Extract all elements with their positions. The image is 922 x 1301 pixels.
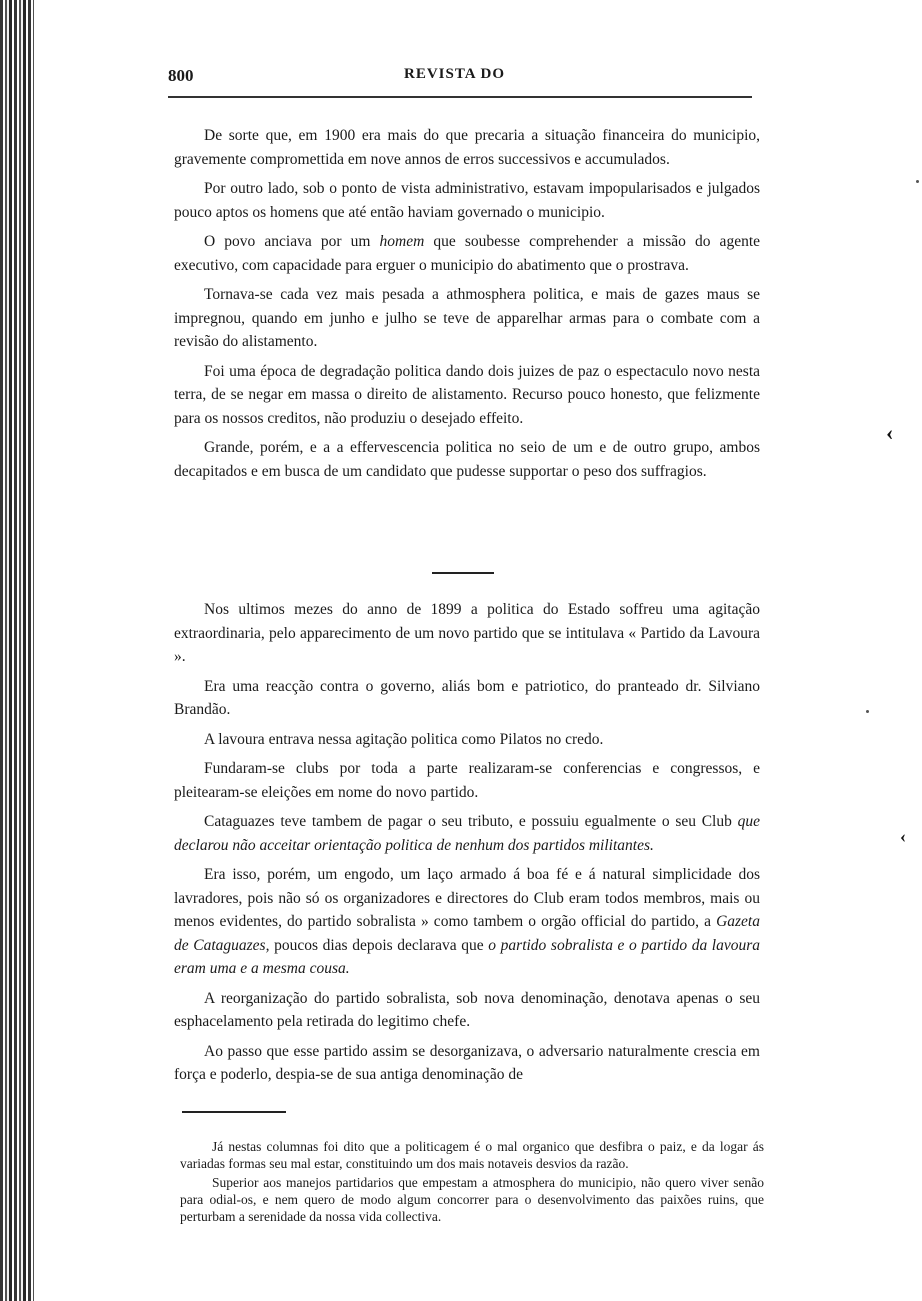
footnote-paragraph: Superior aos manejos partidarios que empestam a atmosphera do municipio, não quero viver senão para odial-os, e nem quero de modo algum concorrer para o desenvolvimento das paixões ruins, que perturbam a serenidade da nossa vida collectiva.	[180, 1175, 764, 1224]
italic-text: que declarou não acceitar orientação politica de nenhum dos partidos militantes.	[174, 813, 761, 854]
page-header	[168, 66, 752, 94]
text-run: Cataguazes teve tambem de pagar o seu tributo, e possuiu egualmente o seu Club	[204, 813, 732, 830]
section-two	[174, 598, 760, 1093]
italic-text: o partido sobralista e o partido da lavoura eram uma e a mesma cousa.	[174, 936, 761, 977]
paragraph: Por outro lado, sob o ponto de vista administrativo, estavam impopularisados e julgados pouco aptos os homens que até então haviam governado o municipio.	[174, 180, 760, 221]
section-one	[174, 124, 760, 489]
paragraph	[174, 230, 760, 277]
margin-tick-mark: ‹	[900, 826, 906, 846]
footnote-paragraph: Já nestas columnas foi dito que a politicagem é o mal organico que desfibra o paiz, e da logar ás variadas formas seu mal estar, constituindo um dos mais notaveis desvios da razão.	[180, 1139, 764, 1171]
margin-check-mark: ‹	[886, 420, 894, 445]
paragraph: A reorganização do partido sobralista, sob nova denominação, denotava apenas o seu esphacelamento pela retirada do legitimo chefe.	[174, 989, 760, 1030]
paragraph: A lavoura entrava nessa agitação politica como Pilatos no credo.	[204, 730, 604, 748]
paragraph: Ao passo que esse partido assim se desorganizava, o adversario naturalmente crescia em força e poderlo, despia-se de sua antiga denominação de	[174, 1042, 760, 1083]
text-run: que soubesse comprehender a missão do agente executivo, com capacidade para erguer o municipio do abatimento que o prostrava.	[174, 233, 761, 274]
footnote-rule	[182, 1111, 286, 1113]
paragraph: De sorte que, em 1900 era mais do que precaria a situação financeira do municipio, gravemente compromettida em nove annos de erros successivos e accumulados.	[174, 127, 760, 168]
text-run: O povo anciava por um	[204, 233, 371, 250]
running-head: REVISTA DO	[404, 66, 505, 82]
paragraph: Foi uma época de degradação politica dando dois juizes de paz o espectaculo novo nesta terra, de se negar em massa o direito de alistamento. Recurso pouco honesto, que felizmente para os nossos creditos, não produziu o desejado effeito.	[174, 362, 760, 427]
paragraph: Era uma reacção contra o governo, aliás bom e patriotico, do pranteado dr. Silviano Brandão.	[174, 677, 760, 718]
paragraph: Fundaram-se clubs por toda a parte realizaram-se conferencias e congressos, e pleitearam-se eleições em nome do novo partido.	[174, 760, 760, 801]
scan-speck	[916, 180, 919, 183]
paragraph	[174, 810, 760, 857]
page-number: 800	[168, 66, 194, 85]
book-binding-edge	[0, 0, 34, 1301]
footnote	[180, 1138, 764, 1227]
paragraph: Grande, porém, e a a effervescencia politica no seio de um e de outro grupo, ambos decapitados e em busca de um candidato que pudesse supportar o peso dos suffragios.	[174, 439, 760, 480]
paragraph: Tornava-se cada vez mais pesada a athmosphera politica, e mais de gazes maus se impregnou, quando em junho e julho se teve de apparelhar armas para o combate com a revisão do alistamento.	[174, 286, 760, 350]
section-divider	[432, 572, 494, 574]
italic-text: homem	[379, 233, 425, 250]
italic-text: Gazeta de Cataguazes,	[174, 913, 760, 954]
text-run: Era isso, porém, um engodo, um laço armado á boa fé e á natural simplicidade dos lavradores, pois não só os organizadores e directores do Club eram todos membros, mais ou menos evidentes, do partido sobralista » como tambem o orgão official do partido, a	[174, 866, 760, 930]
header-rule	[168, 96, 752, 98]
paragraph: Nos ultimos mezes do anno de 1899 a politica do Estado soffreu uma agitação extraordinaria, pelo apparecimento de um novo partido que se intitulava « Partido da Lavoura ».	[174, 601, 760, 665]
text-run: poucos dias depois declarava que	[274, 936, 484, 954]
paragraph	[174, 863, 760, 981]
scan-speck	[866, 710, 869, 713]
